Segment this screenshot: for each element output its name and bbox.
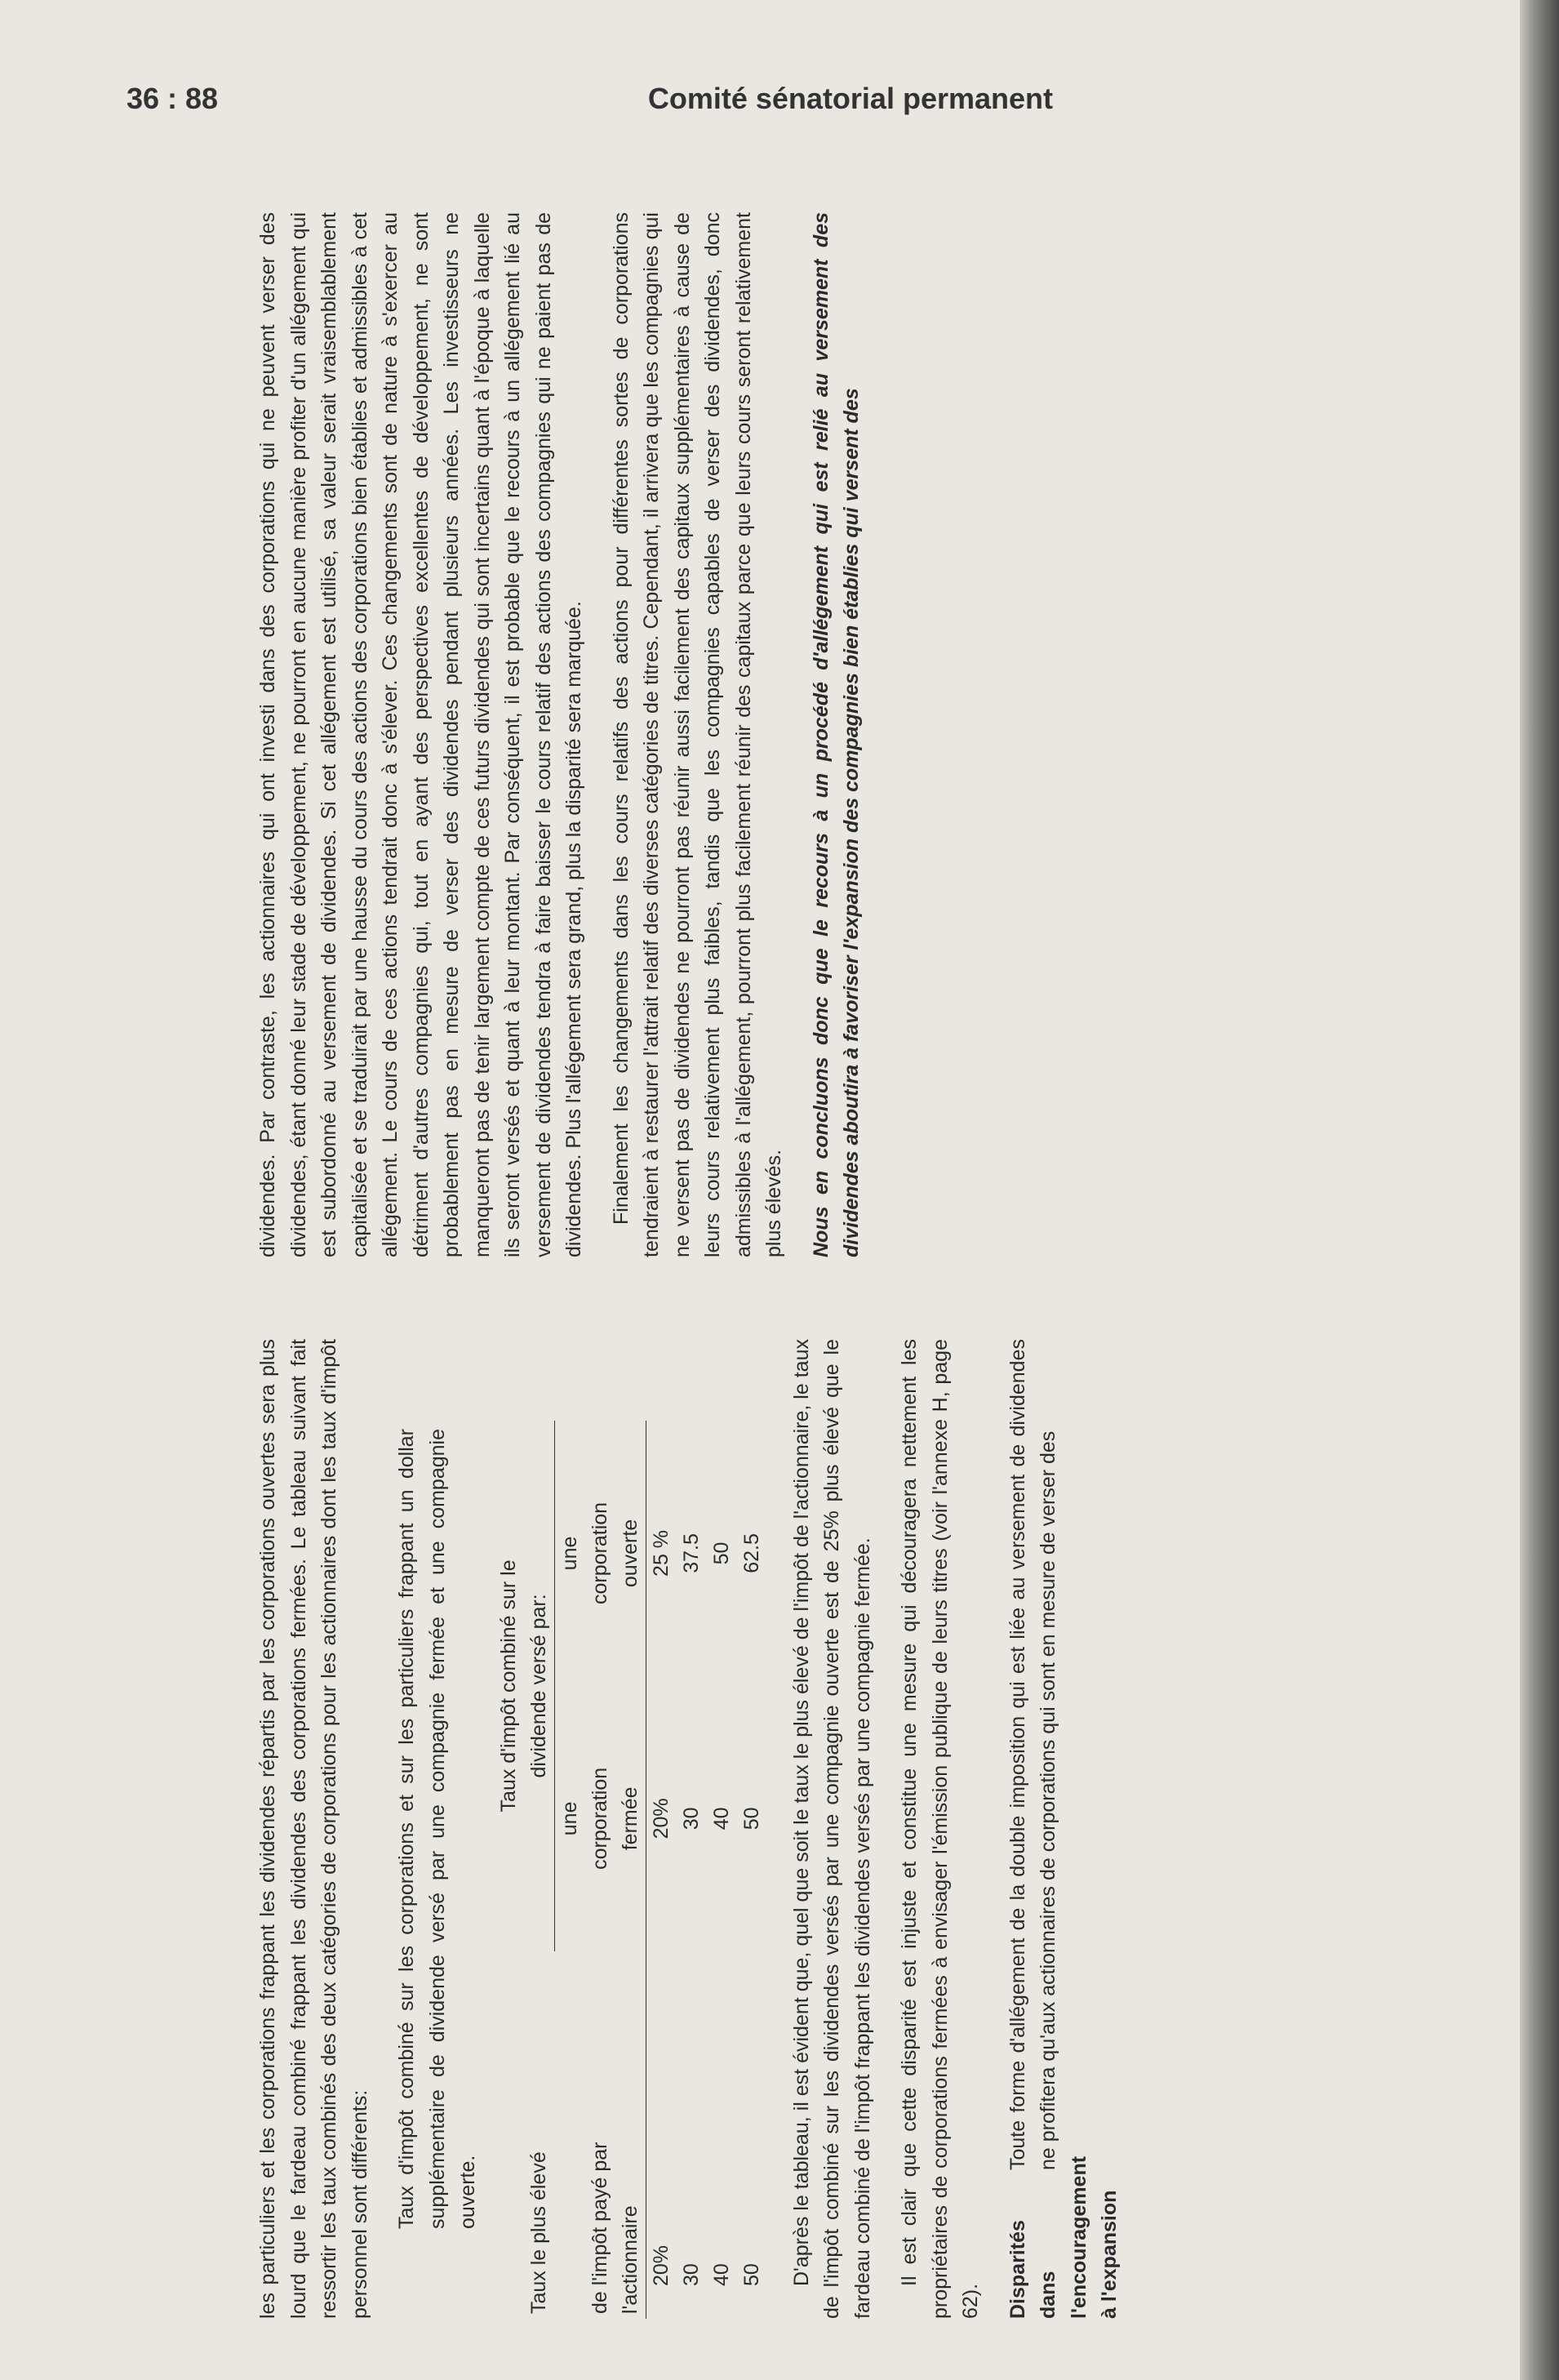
rotated-body [253, 180, 1363, 2319]
paragraph: Il est clair que cette disparité est injuste et constitue une mesure qui découragera nettement les propriétaires de corporations fermées à envisager l'émission publique de leurs titres (voir l'annexe H, page 62). [898, 1339, 982, 2319]
paragraph: D'après le tableau, il est évident que, quel que soit le taux le plus élevé de l'impôt de l'actionnaire, le taux de l'impôt combiné sur les dividendes versés par une compagnie ouverte est de 25% plus élevé que le fardeau combiné de l'impôt frappant les dividendes versés par une compagnie fermée. [789, 1339, 874, 2319]
table-header: une corporation [557, 1501, 611, 1604]
table-row: 50 50 62.5 [740, 1533, 763, 2286]
conclusion-paragraph: Nous en concluons donc que le recours à un procédé d'allégement qui est relié au versement des dividendes aboutira à favoriser l'expansion des compagnies bien établies qui versent des [809, 212, 863, 1257]
side-heading: Disparités dans l'encouragement à l'expansion [1006, 2155, 1121, 2319]
table-row: 20% 20% 25 % [649, 1529, 673, 2286]
table-header: une corporation [557, 1767, 611, 1870]
paragraph: Toute forme d'allégement de la double imposition qui est liée au versement de dividendes ne profitera qu'aux actionnaires de corporations qui sont en mesure de verser des [1006, 1339, 1059, 2170]
table-header: l'actionnaire [615, 1951, 646, 2319]
page-edge-shadow [1520, 0, 1559, 2380]
page-number: 36 : 88 [127, 82, 219, 115]
table-header: Taux le plus élevé [527, 2151, 550, 2314]
table-header: de l'impôt payé par [588, 2142, 611, 2314]
page-header [127, 82, 1053, 122]
table-group-header: Taux d'impôt combiné sur le dividende versé par: [494, 1421, 555, 1951]
table-row: 40 40 50 [709, 1541, 733, 2286]
table-header: ouverte [615, 1421, 646, 1686]
table-caption: Taux d'impôt combiné sur les corporations et sur les particuliers frappant un dollar supplémentaire de dividende versé par une compagnie fermée et une compagnie ouverte. [395, 1429, 479, 2229]
table-row: 30 30 37.5 [679, 1533, 703, 2286]
table-header: fermée [615, 1686, 646, 1951]
side-section [1003, 1339, 1121, 2319]
paragraph: dividendes. Par contraste, les actionnaires qui ont investi dans des corporations qui ne peuvent verser des dividendes, étant donné leur stade de développement, ne pourront en aucune manière profiter d'un allégement qui est subordonné au versement de dividendes. Si cet allégement est utilisé, sa valeur serait vraisemblablement capitalisée et se traduirait par une hausse du cours des actions des corporations bien établies et admissibles à cet allégement. Le cours de ces actions tendrait donc à s'élever. Ces changements sont de nature à s'exercer au détriment d'autres compagnies qui, tout en ayant des perspectives excellentes de développement, ne sont probablement pas en mesure de verser des dividendes pendant plusieurs années. Les investisseurs ne manqueront pas de tenir largement compte de ces futurs dividendes qui sont incertains quant à l'époque à laquelle ils seront versés et quant à leur montant. Par conséquent, il est probable que le recours à un allégement lié au versement de dividendes tendra à faire baisser le cours relatif des actions des compagnies qui ne paient pas de dividendes. Plus l'allégement sera grand, plus la disparité sera marquée. [256, 212, 585, 1257]
running-title: Comité sénatorial permanent [647, 82, 1053, 115]
paragraph: les particuliers et les corporations frappant les dividendes répartis par les corporations ouvertes sera plus lourd que le fardeau combiné frappant les dividendes des corporations fermées. Le tableau suivant fait ressortir les taux combinés des deux catégories de corporations pour les actionnaires dont les taux d'impôt personnel sont différents: [256, 1339, 371, 2319]
right-column [253, 212, 1363, 1257]
tax-rate-table [494, 1421, 767, 2319]
paragraph: Finalement les changements dans les cours relatifs des actions pour différentes sortes de corporations tendraient à restaurer l'attrait relatif des diverses catégories de titres. Cependant, il arrivera que les compagnies qui ne versent pas de dividendes ne pourront pas réunir aussi facilement des capitaux supplémentaires à cause de leurs cours relativement plus faibles, tandis que les compagnies capables de verser des dividendes, donc admissibles à l'allégement, pourront plus facilement réunir des capitaux parce que leurs cours seront relativement plus élevés. [609, 212, 785, 1257]
left-column [253, 1339, 1363, 2319]
